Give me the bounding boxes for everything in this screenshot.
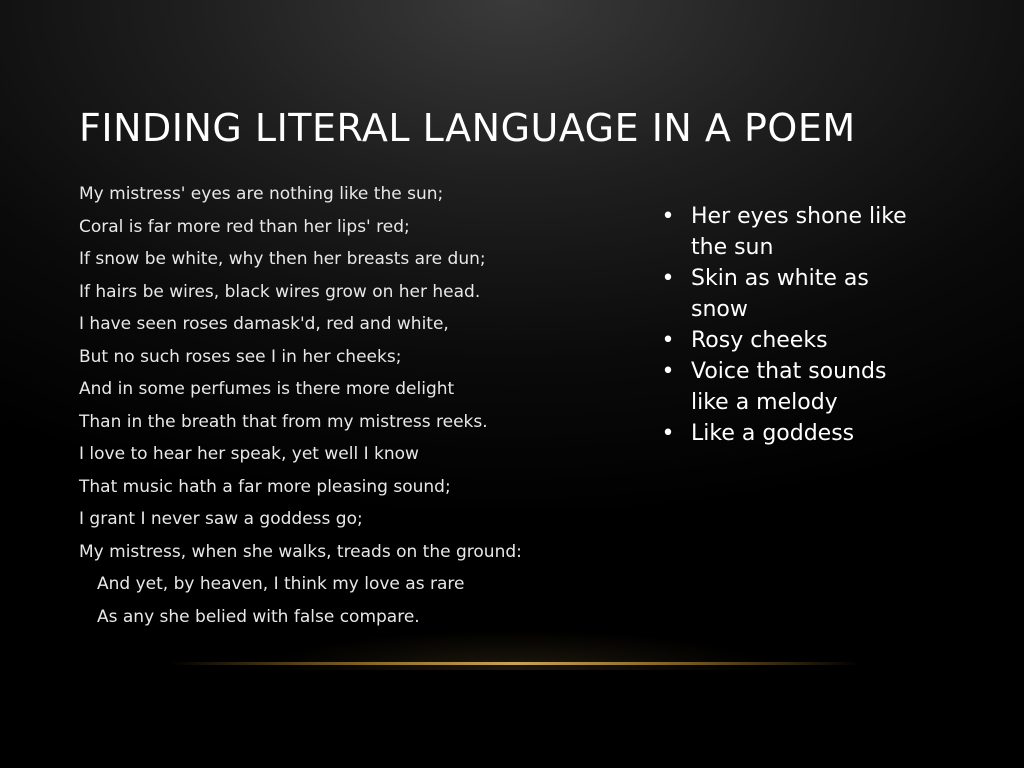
slide-title: FINDING LITERAL LANGUAGE IN A POEM: [79, 106, 856, 150]
poem-line: And yet, by heaven, I think my love as rare: [97, 574, 465, 594]
poem-line: I have seen roses damask'd, red and white,: [79, 314, 449, 334]
bullet-text: Like a goddess: [691, 421, 855, 446]
bullet-item: [660, 356, 930, 418]
bullet-item: [660, 418, 930, 449]
poem-line: My mistress' eyes are nothing like the sun;: [79, 184, 444, 204]
bullet-icon: •: [661, 421, 675, 446]
poem-line: Coral is far more red than her lips' red;: [79, 216, 410, 237]
poem-line: And in some perfumes is there more delight: [79, 379, 455, 399]
bullet-text: Her eyes shone like the sun: [691, 204, 907, 260]
bullet-icon: •: [661, 266, 675, 291]
poem-line: That music hath a far more pleasing sound;: [79, 476, 451, 497]
bullet-icon: •: [661, 328, 675, 353]
bullet-item: [660, 263, 930, 325]
poem-line: I love to hear her speak, yet well I know: [79, 444, 419, 464]
poem-line: If snow be white, why then her breasts are dun;: [79, 249, 486, 269]
poem-line: My mistress, when she walks, treads on the ground:: [79, 541, 522, 562]
poem-line: If hairs be wires, black wires grow on her head.: [79, 281, 481, 302]
bullet-text: Voice that sounds like a melody: [691, 359, 887, 415]
poem-line: But no such roses see I in her cheeks;: [79, 346, 402, 367]
bullet-item: [660, 325, 930, 356]
bullet-text: Rosy cheeks: [691, 328, 828, 353]
bullet-icon: •: [661, 204, 675, 229]
bullet-text: Skin as white as snow: [691, 266, 869, 322]
bullet-item: [660, 201, 930, 263]
accent-divider-line: [170, 662, 860, 665]
poem-line: I grant I never saw a goddess go;: [79, 509, 363, 529]
bullet-list: [660, 201, 930, 449]
poem-line: As any she belied with false compare.: [97, 606, 420, 627]
bullet-icon: •: [661, 359, 675, 384]
poem-text: [79, 178, 639, 633]
poem-line: Than in the breath that from my mistress reeks.: [79, 411, 488, 432]
